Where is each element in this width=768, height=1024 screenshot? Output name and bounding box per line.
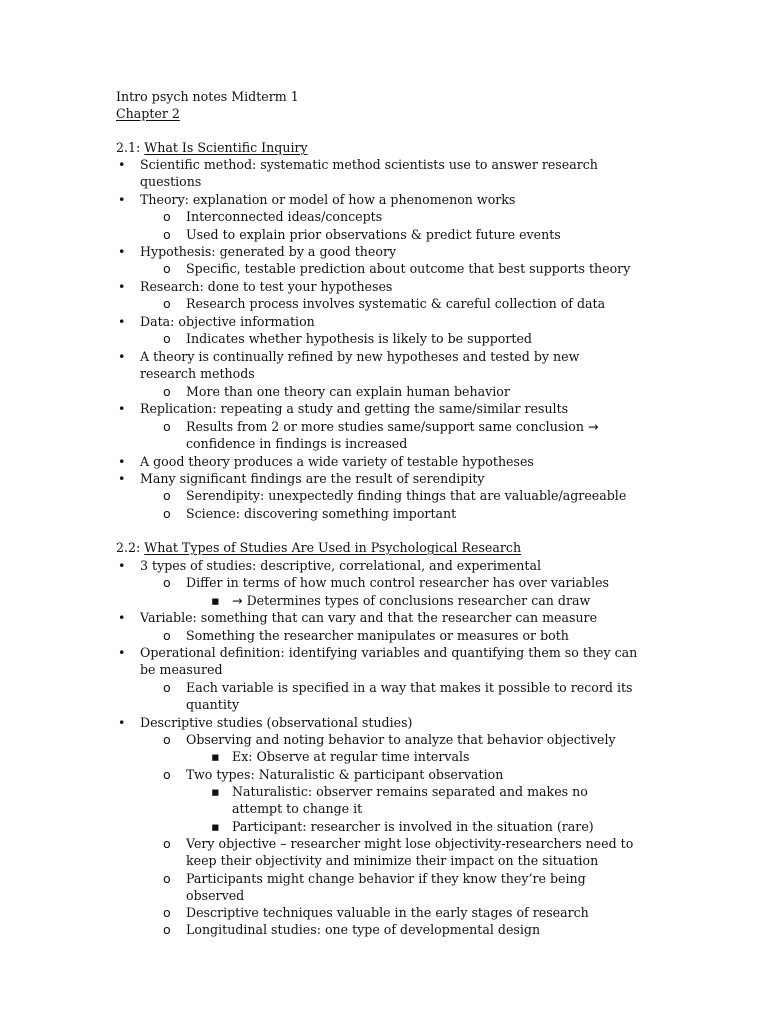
sub-list-item-continuation: confidence in findings is increased [186, 436, 408, 451]
sub-list-item-continuation: keep their objectivity and minimize their impact on the situation [186, 853, 599, 868]
sub-list-item: More than one theory can explain human behavior [186, 384, 510, 399]
circle-bullet-icon: o [163, 836, 171, 851]
bullet-icon: • [118, 401, 126, 416]
bullet-icon: • [118, 715, 126, 730]
list-item: Hypothesis: generated by a good theory [140, 244, 397, 259]
list-item: Research: done to test your hypotheses [140, 279, 393, 294]
list-item: A good theory produces a wide variety of testable hypotheses [140, 454, 534, 469]
sub-sub-list-item-continuation: attempt to change it [232, 801, 363, 816]
list-item: Theory: explanation or model of how a phenomenon works [140, 192, 516, 207]
bullet-icon: • [118, 192, 126, 207]
bullet-icon: • [118, 279, 126, 294]
section-2-1-heading [116, 139, 308, 156]
sub-sub-list-item [232, 592, 590, 609]
sub-list-item: Science: discovering something important [186, 506, 457, 521]
list-item-continuation: research methods [140, 366, 255, 381]
circle-bullet-icon: o [163, 680, 171, 695]
sub-list-item: Research process involves systematic & careful collection of data [186, 296, 606, 311]
circle-bullet-icon: o [163, 384, 171, 399]
list-item: Descriptive studies (observational studies) [140, 715, 413, 730]
list-item: Variable: something that can vary and that the researcher can measure [140, 610, 598, 625]
sub-sub-list-item: Naturalistic: observer remains separated and makes no [232, 784, 588, 799]
sub-list-item: Descriptive techniques valuable in the early stages of research [186, 905, 589, 920]
sub-list-item: Observing and noting behavior to analyze that behavior objectively [186, 732, 616, 747]
circle-bullet-icon: o [163, 732, 171, 747]
bullet-icon: • [118, 349, 126, 364]
sub-list-item: Each variable is specified in a way that makes it possible to record its [186, 680, 633, 695]
sub-list-item [186, 418, 599, 435]
circle-bullet-icon: o [163, 331, 171, 346]
bullet-icon: • [118, 471, 126, 486]
sub-list-item: Specific, testable prediction about outcome that best supports theory [186, 261, 631, 276]
square-bullet-icon: ▪ [211, 749, 220, 764]
arrow-right-icon: → [232, 593, 243, 608]
square-bullet-icon: ▪ [211, 819, 220, 834]
sub-list-item: Differ in terms of how much control researcher has over variables [186, 575, 610, 590]
circle-bullet-icon: o [163, 227, 171, 242]
circle-bullet-icon: o [163, 419, 171, 434]
list-item: A theory is continually refined by new hypotheses and tested by new [140, 349, 580, 364]
circle-bullet-icon: o [163, 506, 171, 521]
bullet-icon: • [118, 314, 126, 329]
square-bullet-icon: ▪ [211, 593, 220, 608]
sub-list-item: Interconnected ideas/concepts [186, 209, 383, 224]
circle-bullet-icon: o [163, 209, 171, 224]
list-item-continuation: be measured [140, 662, 223, 677]
sub-list-item: Serendipity: unexpectedly finding things that are valuable/agreeable [186, 488, 627, 503]
list-item: Data: objective information [140, 314, 315, 329]
circle-bullet-icon: o [163, 871, 171, 886]
sub-list-item: Used to explain prior observations & predict future events [186, 227, 561, 242]
section-number: 2.2: [116, 540, 141, 555]
section-title: What Types of Studies Are Used in Psychological Research [144, 540, 522, 555]
sub-list-item: Indicates whether hypothesis is likely to be supported [186, 331, 532, 346]
section-title: What Is Scientific Inquiry [144, 140, 308, 155]
bullet-icon: • [118, 244, 126, 259]
document-title: Intro psych notes Midterm 1 [116, 89, 299, 104]
list-item: Many significant findings are the result of serendipity [140, 471, 485, 486]
bullet-icon: • [118, 558, 126, 573]
circle-bullet-icon: o [163, 488, 171, 503]
list-item: Operational definition: identifying variables and quantifying them so they can [140, 645, 638, 660]
circle-bullet-icon: o [163, 922, 171, 937]
section-2-2-heading [116, 539, 521, 556]
bullet-icon: • [118, 454, 126, 469]
circle-bullet-icon: o [163, 261, 171, 276]
circle-bullet-icon: o [163, 296, 171, 311]
sub-list-item: Something the researcher manipulates or measures or both [186, 628, 569, 643]
square-bullet-icon: ▪ [211, 784, 220, 799]
sub-list-item-continuation: observed [186, 888, 245, 903]
circle-bullet-icon: o [163, 628, 171, 643]
sub-sub-list-item: Ex: Observe at regular time intervals [232, 749, 470, 764]
sub-list-item-text: Results from 2 or more studies same/support same conclusion [186, 419, 585, 434]
list-item-continuation: questions [140, 174, 202, 189]
sub-list-item: Longitudinal studies: one type of developmental design [186, 922, 541, 937]
circle-bullet-icon: o [163, 575, 171, 590]
bullet-icon: • [118, 610, 126, 625]
list-item: 3 types of studies: descriptive, correlational, and experimental [140, 558, 542, 573]
sub-sub-list-item: Participant: researcher is involved in the situation (rare) [232, 819, 594, 834]
circle-bullet-icon: o [163, 767, 171, 782]
sub-list-item: Participants might change behavior if they know they’re being [186, 871, 586, 886]
sub-list-item: Very objective – researcher might lose objectivity-researchers need to [186, 836, 634, 851]
sub-list-item-continuation: quantity [186, 697, 240, 712]
list-item: Replication: repeating a study and getting the same/similar results [140, 401, 569, 416]
arrow-right-icon: → [588, 419, 599, 434]
sub-list-item: Two types: Naturalistic & participant observation [186, 767, 504, 782]
sub-sub-list-item-text: Determines types of conclusions researcher can draw [246, 593, 591, 608]
bullet-icon: • [118, 645, 126, 660]
bullet-icon: • [118, 157, 126, 172]
list-item: Scientific method: systematic method scientists use to answer research [140, 157, 598, 172]
section-number: 2.1: [116, 140, 141, 155]
chapter-heading: Chapter 2 [116, 106, 180, 121]
circle-bullet-icon: o [163, 905, 171, 920]
